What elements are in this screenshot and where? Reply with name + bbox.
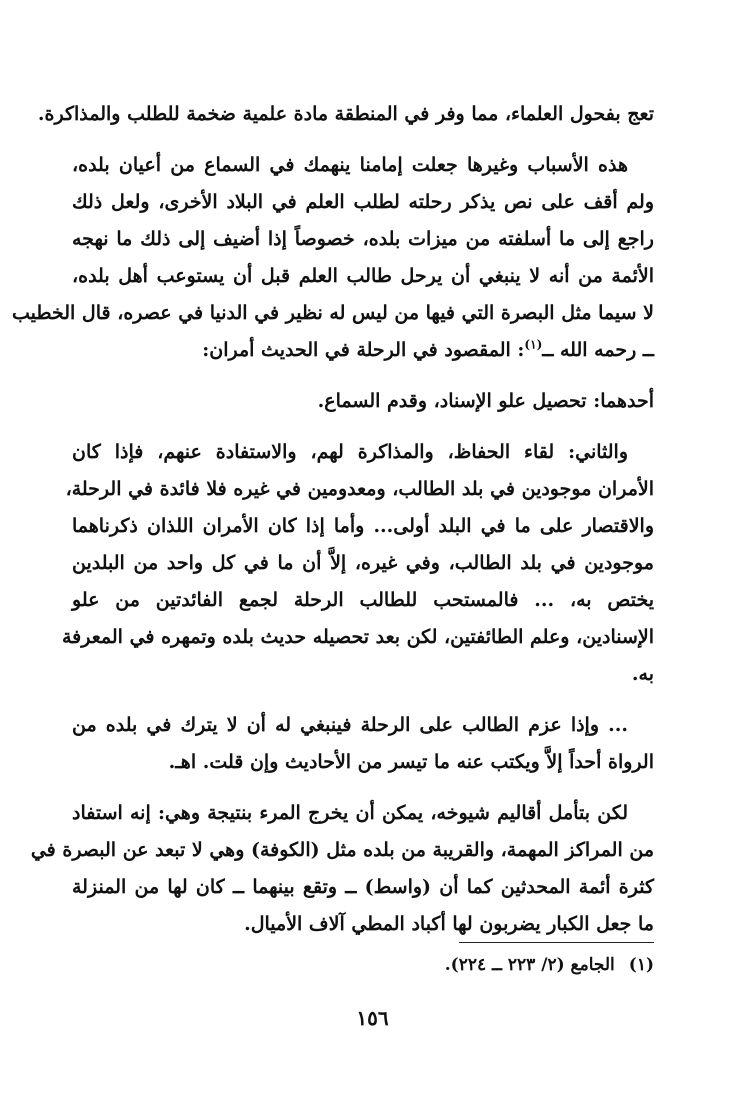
text-line: كثرة أئمة المحدثين كما أن (واسط) ــ وتقع بينهما ــ كان لها من المنزلة: [72, 876, 654, 898]
footnote: [445, 950, 654, 980]
footnote-number: (١): [628, 955, 654, 975]
text-line: ولم أقف على نص يذكر رحلته لطلب العلم في البلاد الأخرى، ولعل ذلك: [72, 191, 654, 213]
text-line: الأمران موجودين في بلد الطالب، ومعدومين في غيره فلا فائدة في الرحلة،: [65, 478, 654, 500]
text-line: الأئمة من أنه لا ينبغي أن يرحل طالب العلم قبل أن يستوعب أهل بلده،: [72, 265, 654, 287]
text-line: يختص به، ... فالمستحب للطالب الرحلة لجمع الفائدتين من علو: [72, 589, 654, 611]
text-line: راجع إلى ما أسلفته من ميزات بلده، خصوصاً إذا أضيف إلى ذلك ما نهجه: [72, 228, 654, 250]
text-line: ما جعل الكبار يضربون لها أكباد المطي آلاف الأميال.: [244, 913, 654, 935]
page-body: [11, 96, 654, 957]
text-line: تعج بفحول العلماء، مما وفر في المنطقة مادة علمية ضخمة للطلب والمذاكرة.: [37, 103, 654, 125]
text-line: [72, 332, 654, 369]
text-line: والثاني: لقاء الحفاظ، والمذاكرة لهم، والاستفادة عنهم، فإذا كان: [72, 441, 628, 463]
text-line: الرواة أحداً إلاَّ ويكتب عنه ما تيسر من الأحاديث وإن قلت. اهـ.: [168, 751, 654, 773]
text-line: لا سيما مثل البصرة التي فيها من ليس له نظير في الدنيا في عصره، قال الخطيب: [11, 302, 654, 324]
text-line: من المراكز المهمة، والقريبة من بلده مثل (الكوفة) وهي لا تبعد عن البصرة في: [30, 839, 654, 861]
text-line: موجودين في بلد الطالب، وفي غيره، إلاَّ أن ما في كل واحد من البلدين: [72, 552, 654, 574]
paragraph-6: [30, 795, 654, 943]
text-line: والاقتصار على ما في البلد أولى... وأما إذا كان الأمران اللذان ذكرناهما: [72, 515, 654, 537]
footnote-marker[interactable]: (١): [524, 337, 543, 352]
honorific-phrase: ــ رحمه الله ــ: [542, 339, 654, 361]
text-line: به.: [631, 663, 654, 685]
text-line: لكن بتأمل أقاليم شيوخه، يمكن أن يخرج المرء بنتيجة وهي: إنه استفاد: [72, 802, 628, 824]
paragraph-4: [61, 434, 654, 693]
paragraph-2: [11, 147, 654, 369]
page-number: ١٥٦: [356, 1006, 389, 1030]
paragraph-1: [37, 96, 654, 133]
footnote-text: الجامع (٢/ ٢٢٣ ــ ٢٢٤).: [444, 955, 615, 975]
text-line: الإسنادين، وعلم الطائفتين، لكن بعد تحصيله حديث بلده وتمهره في المعرفة: [61, 626, 654, 648]
footnote-divider: [459, 942, 654, 943]
quote-intro: : المقصود في الرحلة في الحديث أمران:: [202, 339, 525, 361]
text-line: ... وإذا عزم الطالب على الرحلة فينبغي له أن لا يترك في بلده من: [72, 714, 628, 736]
text-line: أحدهما: تحصيل علو الإسناد، وقدم السماع.: [317, 390, 654, 412]
paragraph-5: [72, 707, 654, 781]
paragraph-3: [72, 383, 654, 420]
text-line: هذه الأسباب وغيرها جعلت إمامنا ينهمك في السماع من أعيان بلده،: [72, 154, 628, 176]
